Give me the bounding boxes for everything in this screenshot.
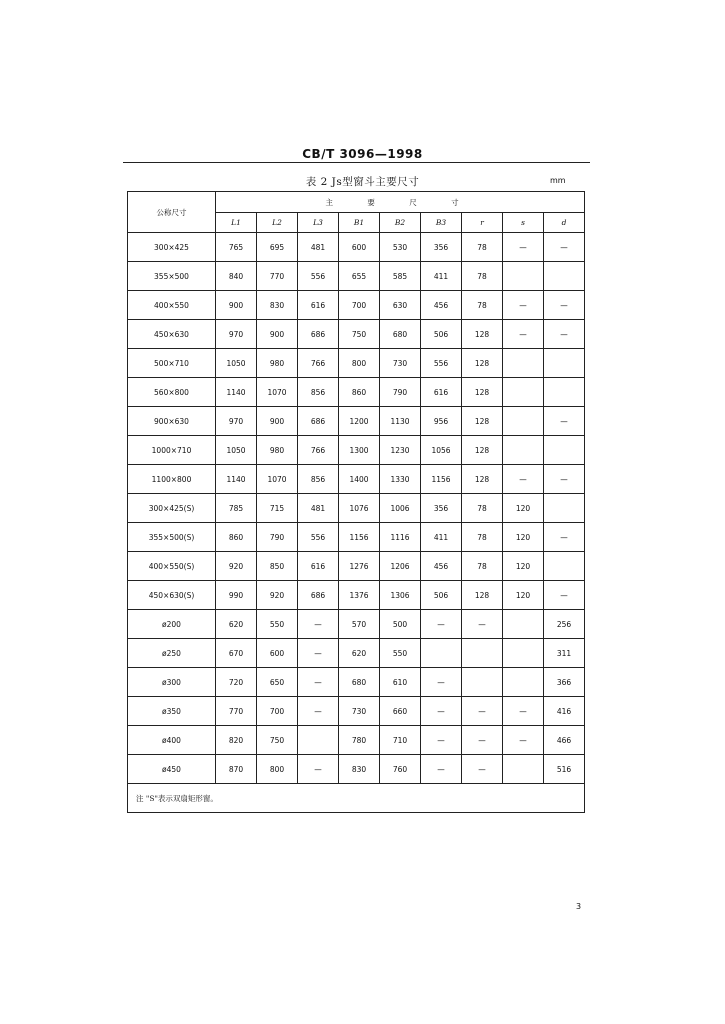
dimension-cell: 356 bbox=[421, 233, 462, 262]
dimension-cell: 630 bbox=[380, 291, 421, 320]
dimension-cell: 856 bbox=[298, 465, 339, 494]
dimension-cell: 128 bbox=[462, 320, 503, 349]
dimension-cell: 770 bbox=[216, 697, 257, 726]
table-row bbox=[128, 697, 585, 726]
dimension-cell: 411 bbox=[421, 523, 462, 552]
dimension-cell: 686 bbox=[298, 581, 339, 610]
dimension-cell: 120 bbox=[503, 552, 544, 581]
col-header: L2 bbox=[257, 213, 298, 233]
dimension-cell: 830 bbox=[339, 755, 380, 784]
dimension-cell: 128 bbox=[462, 436, 503, 465]
dimension-cell: 1376 bbox=[339, 581, 380, 610]
dimension-cell: 1050 bbox=[216, 436, 257, 465]
dimension-cell: 620 bbox=[339, 639, 380, 668]
dimension-cell: — bbox=[544, 523, 585, 552]
dimension-cell: 750 bbox=[339, 320, 380, 349]
table-row bbox=[128, 755, 585, 784]
dimension-cell: — bbox=[544, 291, 585, 320]
dimension-cell: 750 bbox=[257, 726, 298, 755]
dimension-cell: 900 bbox=[257, 407, 298, 436]
col-main-dimensions: 主 要 尺 寸 bbox=[216, 192, 585, 213]
table-row bbox=[128, 349, 585, 378]
dimension-cell: — bbox=[544, 581, 585, 610]
nominal-size-cell: 400×550(S) bbox=[128, 552, 216, 581]
dimension-cell: 1056 bbox=[421, 436, 462, 465]
dimension-cell: 730 bbox=[339, 697, 380, 726]
dimension-cell: 765 bbox=[216, 233, 257, 262]
dimension-cell: 1330 bbox=[380, 465, 421, 494]
dimension-cell: — bbox=[421, 726, 462, 755]
page-number: 3 bbox=[576, 902, 582, 911]
table-row bbox=[128, 639, 585, 668]
dimension-cell: — bbox=[421, 755, 462, 784]
dimension-cell: 616 bbox=[298, 291, 339, 320]
dimension-cell: — bbox=[298, 610, 339, 639]
dimension-cell: 860 bbox=[216, 523, 257, 552]
dimension-cell: 128 bbox=[462, 407, 503, 436]
nominal-size-cell: ø300 bbox=[128, 668, 216, 697]
dimension-cell: 686 bbox=[298, 407, 339, 436]
dimension-cell bbox=[503, 755, 544, 784]
table-row bbox=[128, 610, 585, 639]
dimension-cell: — bbox=[462, 755, 503, 784]
dimension-cell: 920 bbox=[216, 552, 257, 581]
dimension-cell bbox=[462, 668, 503, 697]
dimension-cell: 1156 bbox=[339, 523, 380, 552]
dimension-cell bbox=[421, 639, 462, 668]
dimension-cell: 655 bbox=[339, 262, 380, 291]
dimension-cell: — bbox=[544, 233, 585, 262]
dimension-cell: 980 bbox=[257, 349, 298, 378]
dimension-cell: 956 bbox=[421, 407, 462, 436]
dimension-cell: 1070 bbox=[257, 465, 298, 494]
dimension-cell: 311 bbox=[544, 639, 585, 668]
dimension-cell: — bbox=[503, 233, 544, 262]
dimension-cell: 700 bbox=[339, 291, 380, 320]
dimension-cell: 1400 bbox=[339, 465, 380, 494]
table-row bbox=[128, 233, 585, 262]
dimension-cell: — bbox=[462, 697, 503, 726]
dimension-cell: 650 bbox=[257, 668, 298, 697]
dimension-cell: 550 bbox=[257, 610, 298, 639]
nominal-size-cell: 500×710 bbox=[128, 349, 216, 378]
dimension-cell: 780 bbox=[339, 726, 380, 755]
dimension-cell: 620 bbox=[216, 610, 257, 639]
dimension-cell: 670 bbox=[216, 639, 257, 668]
dimension-cell: — bbox=[544, 465, 585, 494]
dimension-cell: 830 bbox=[257, 291, 298, 320]
dimension-cell bbox=[503, 668, 544, 697]
dimensions-table bbox=[127, 191, 585, 813]
dimension-cell bbox=[544, 378, 585, 407]
col-nominal-size: 公称尺寸 bbox=[128, 192, 216, 233]
header-row-1 bbox=[128, 192, 585, 213]
dimension-cell: 366 bbox=[544, 668, 585, 697]
dimension-cell: — bbox=[421, 697, 462, 726]
dimension-cell bbox=[503, 610, 544, 639]
nominal-size-cell: ø200 bbox=[128, 610, 216, 639]
dimension-cell: 570 bbox=[339, 610, 380, 639]
nominal-size-cell: 300×425 bbox=[128, 233, 216, 262]
dimension-cell: 516 bbox=[544, 755, 585, 784]
dimension-cell: 78 bbox=[462, 233, 503, 262]
table-row bbox=[128, 523, 585, 552]
table-row bbox=[128, 262, 585, 291]
dimension-cell: — bbox=[462, 610, 503, 639]
dimension-cell: 970 bbox=[216, 407, 257, 436]
dimension-cell: 1070 bbox=[257, 378, 298, 407]
col-header: B3 bbox=[421, 213, 462, 233]
dimension-cell: 730 bbox=[380, 349, 421, 378]
dimension-cell: 120 bbox=[503, 523, 544, 552]
dimension-cell: 1276 bbox=[339, 552, 380, 581]
note-row bbox=[128, 784, 585, 813]
nominal-size-cell: 450×630 bbox=[128, 320, 216, 349]
nominal-size-cell: 355×500 bbox=[128, 262, 216, 291]
dimension-cell: 1230 bbox=[380, 436, 421, 465]
col-header: B2 bbox=[380, 213, 421, 233]
dimension-cell: 766 bbox=[298, 436, 339, 465]
dimension-cell: — bbox=[503, 726, 544, 755]
dimension-cell: 78 bbox=[462, 552, 503, 581]
dimension-cell: 556 bbox=[298, 262, 339, 291]
dimension-cell: 856 bbox=[298, 378, 339, 407]
dimension-cell: 990 bbox=[216, 581, 257, 610]
dimension-cell: 680 bbox=[339, 668, 380, 697]
dimension-cell: 1076 bbox=[339, 494, 380, 523]
dimension-cell: 530 bbox=[380, 233, 421, 262]
dimension-cell: 920 bbox=[257, 581, 298, 610]
nominal-size-cell: 450×630(S) bbox=[128, 581, 216, 610]
dimension-cell: — bbox=[503, 697, 544, 726]
dimension-cell: 600 bbox=[257, 639, 298, 668]
nominal-size-cell: 355×500(S) bbox=[128, 523, 216, 552]
table-row bbox=[128, 320, 585, 349]
dimension-cell: 680 bbox=[380, 320, 421, 349]
nominal-size-cell: 560×800 bbox=[128, 378, 216, 407]
dimension-cell bbox=[503, 407, 544, 436]
dimension-cell: — bbox=[298, 639, 339, 668]
dimension-cell bbox=[503, 378, 544, 407]
col-header: L3 bbox=[298, 213, 339, 233]
nominal-size-cell: 1100×800 bbox=[128, 465, 216, 494]
dimension-cell: — bbox=[462, 726, 503, 755]
dimension-cell: 715 bbox=[257, 494, 298, 523]
dimension-cell: 128 bbox=[462, 349, 503, 378]
dimension-cell: 695 bbox=[257, 233, 298, 262]
table-row bbox=[128, 552, 585, 581]
nominal-size-cell: 300×425(S) bbox=[128, 494, 216, 523]
dimension-cell: 128 bbox=[462, 465, 503, 494]
dimension-cell: 356 bbox=[421, 494, 462, 523]
dimension-cell bbox=[503, 262, 544, 291]
dimension-cell: — bbox=[298, 668, 339, 697]
dimension-cell: 790 bbox=[380, 378, 421, 407]
dimension-cell: 466 bbox=[544, 726, 585, 755]
dimension-cell: 900 bbox=[257, 320, 298, 349]
dimension-cell: 770 bbox=[257, 262, 298, 291]
standard-number: CB/T 3096—1998 bbox=[302, 147, 423, 161]
dimension-cell: 500 bbox=[380, 610, 421, 639]
dimension-cell: 1200 bbox=[339, 407, 380, 436]
dimension-cell: 411 bbox=[421, 262, 462, 291]
col-header: B1 bbox=[339, 213, 380, 233]
dimension-cell: 1006 bbox=[380, 494, 421, 523]
dimension-cell: 556 bbox=[298, 523, 339, 552]
dimension-cell: 416 bbox=[544, 697, 585, 726]
table-row bbox=[128, 378, 585, 407]
dimension-cell: 256 bbox=[544, 610, 585, 639]
nominal-size-cell: 400×550 bbox=[128, 291, 216, 320]
dimension-cell: 556 bbox=[421, 349, 462, 378]
dimension-cell: 800 bbox=[339, 349, 380, 378]
dimension-cell: 660 bbox=[380, 697, 421, 726]
dimension-cell: 850 bbox=[257, 552, 298, 581]
dimension-cell: 600 bbox=[339, 233, 380, 262]
nominal-size-cell: ø250 bbox=[128, 639, 216, 668]
dimension-cell: 550 bbox=[380, 639, 421, 668]
dimension-cell: 860 bbox=[339, 378, 380, 407]
table-row bbox=[128, 436, 585, 465]
dimension-cell bbox=[544, 494, 585, 523]
dimension-cell bbox=[544, 262, 585, 291]
dimension-cell: — bbox=[544, 320, 585, 349]
dimension-cell: 610 bbox=[380, 668, 421, 697]
dimension-cell bbox=[298, 726, 339, 755]
dimension-cell: 766 bbox=[298, 349, 339, 378]
dimension-cell bbox=[503, 436, 544, 465]
dimension-cell: 78 bbox=[462, 523, 503, 552]
dimension-cell: 840 bbox=[216, 262, 257, 291]
dimension-cell: 970 bbox=[216, 320, 257, 349]
dimension-cell: — bbox=[298, 755, 339, 784]
nominal-size-cell: ø400 bbox=[128, 726, 216, 755]
dimension-cell: 760 bbox=[380, 755, 421, 784]
dimension-cell: 710 bbox=[380, 726, 421, 755]
dimension-cell: 1156 bbox=[421, 465, 462, 494]
dimension-cell: 481 bbox=[298, 233, 339, 262]
dimension-cell: 128 bbox=[462, 581, 503, 610]
table-row bbox=[128, 581, 585, 610]
dimension-cell bbox=[544, 552, 585, 581]
table-row bbox=[128, 668, 585, 697]
dimension-cell: 506 bbox=[421, 581, 462, 610]
dimension-cell: — bbox=[421, 668, 462, 697]
dimension-cell: 1116 bbox=[380, 523, 421, 552]
dimension-cell: 800 bbox=[257, 755, 298, 784]
table-unit: mm bbox=[550, 176, 566, 185]
col-header: d bbox=[544, 213, 585, 233]
dimension-cell: 506 bbox=[421, 320, 462, 349]
dimension-cell bbox=[503, 639, 544, 668]
dimension-cell: 456 bbox=[421, 291, 462, 320]
dimension-cell: 785 bbox=[216, 494, 257, 523]
table-row bbox=[128, 494, 585, 523]
col-header: s bbox=[503, 213, 544, 233]
dimension-cell: 1050 bbox=[216, 349, 257, 378]
table-title: 表 2 Js型窗斗主要尺寸 bbox=[305, 176, 420, 188]
dimension-cell: 686 bbox=[298, 320, 339, 349]
nominal-size-cell: 1000×710 bbox=[128, 436, 216, 465]
header-rule bbox=[123, 162, 590, 163]
dimension-cell: — bbox=[298, 697, 339, 726]
dimension-cell: 1140 bbox=[216, 378, 257, 407]
nominal-size-cell: ø350 bbox=[128, 697, 216, 726]
table-note: 注 "S"表示双扇矩形窗。 bbox=[128, 784, 585, 813]
dimension-cell: 585 bbox=[380, 262, 421, 291]
dimension-cell: 616 bbox=[298, 552, 339, 581]
dimension-cell: 128 bbox=[462, 378, 503, 407]
table-row bbox=[128, 465, 585, 494]
table-row bbox=[128, 291, 585, 320]
dimension-cell: 1140 bbox=[216, 465, 257, 494]
col-header: r bbox=[462, 213, 503, 233]
dimension-cell bbox=[462, 639, 503, 668]
dimension-cell: 78 bbox=[462, 494, 503, 523]
dimension-cell: 820 bbox=[216, 726, 257, 755]
dimension-cell: 481 bbox=[298, 494, 339, 523]
dimension-cell: 120 bbox=[503, 494, 544, 523]
dimension-cell: 1206 bbox=[380, 552, 421, 581]
dimension-cell: 900 bbox=[216, 291, 257, 320]
nominal-size-cell: 900×630 bbox=[128, 407, 216, 436]
dimension-cell: — bbox=[503, 320, 544, 349]
dimension-cell: 720 bbox=[216, 668, 257, 697]
dimension-cell: 78 bbox=[462, 291, 503, 320]
dimension-cell: 700 bbox=[257, 697, 298, 726]
dimension-cell: 616 bbox=[421, 378, 462, 407]
dimension-cell: — bbox=[421, 610, 462, 639]
dimension-cell: 980 bbox=[257, 436, 298, 465]
dimension-cell: — bbox=[503, 465, 544, 494]
dimension-cell: — bbox=[503, 291, 544, 320]
dimension-cell: 1130 bbox=[380, 407, 421, 436]
dimension-cell bbox=[544, 349, 585, 378]
dimension-cell: — bbox=[544, 407, 585, 436]
table-row bbox=[128, 726, 585, 755]
dimension-cell: 790 bbox=[257, 523, 298, 552]
col-header: L1 bbox=[216, 213, 257, 233]
dimension-cell: 1306 bbox=[380, 581, 421, 610]
nominal-size-cell: ø450 bbox=[128, 755, 216, 784]
dimension-cell: 870 bbox=[216, 755, 257, 784]
table-body bbox=[128, 233, 585, 784]
dimension-cell bbox=[544, 436, 585, 465]
table-row bbox=[128, 407, 585, 436]
dimension-cell: 1300 bbox=[339, 436, 380, 465]
dimension-cell: 456 bbox=[421, 552, 462, 581]
dimension-cell: 120 bbox=[503, 581, 544, 610]
dimension-cell bbox=[503, 349, 544, 378]
dimension-cell: 78 bbox=[462, 262, 503, 291]
